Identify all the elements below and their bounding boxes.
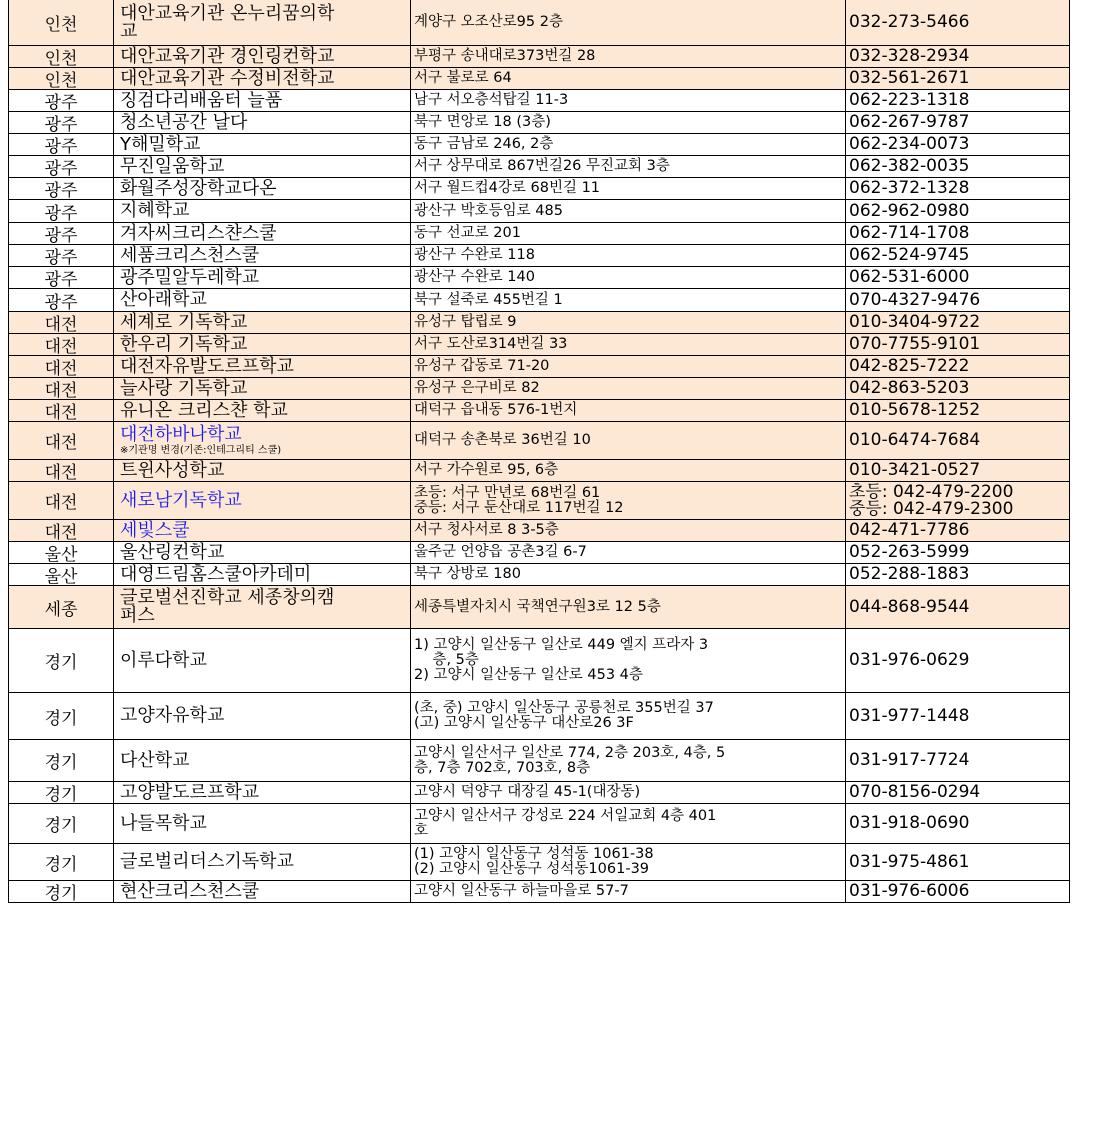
address-cell xyxy=(410,68,845,90)
phone-number: 062-382-0035 xyxy=(849,156,970,176)
address-cell xyxy=(410,223,845,245)
phone-number: 042-863-5203 xyxy=(849,378,970,398)
school-name: 세품크리스천스쿨 xyxy=(120,245,260,266)
school-name-cell xyxy=(113,782,410,804)
address-line: 계양구 오조산로95 2층 xyxy=(414,14,563,30)
address-cell xyxy=(410,564,845,586)
phone-cell xyxy=(845,289,1070,312)
phone-cell xyxy=(845,334,1070,356)
phone-cell xyxy=(845,378,1070,400)
school-name-cell xyxy=(113,460,410,482)
region-cell: 대전 xyxy=(8,400,113,422)
table-row xyxy=(0,200,1094,223)
school-name: 퍼스 xyxy=(120,605,155,626)
region-cell: 대전 xyxy=(8,422,113,460)
school-name-cell xyxy=(113,844,410,881)
school-name-cell xyxy=(113,400,410,422)
school-name-cell xyxy=(113,804,410,844)
table-row xyxy=(0,46,1094,68)
phone-number: 초등: 042-479-2200 xyxy=(849,482,1014,502)
table-row xyxy=(0,881,1094,903)
school-name-cell xyxy=(113,68,410,90)
address-line: 서구 가수원로 95, 6층 xyxy=(414,462,559,478)
address-cell xyxy=(410,586,845,629)
address-line: 고양시 일산동구 하늘마을로 57-7 xyxy=(414,883,629,899)
school-name: 이루다학교 xyxy=(120,649,207,671)
region-cell: 광주 xyxy=(8,223,113,245)
school-name: 청소년공간 날다 xyxy=(120,112,248,133)
school-name-cell xyxy=(113,178,410,200)
phone-cell xyxy=(845,400,1070,422)
phone-number: 032-273-5466 xyxy=(849,12,970,32)
address-cell xyxy=(410,629,845,693)
table-row xyxy=(0,312,1094,334)
phone-number: 042-471-7786 xyxy=(849,520,970,540)
table-row xyxy=(0,422,1094,460)
region-cell: 울산 xyxy=(8,564,113,586)
address-line: 동구 금남로 246, 2층 xyxy=(414,136,554,152)
address-cell xyxy=(410,740,845,782)
address-line: 동구 선교로 201 xyxy=(414,225,521,241)
address-line: 북구 면앙로 18 (3층) xyxy=(414,114,551,130)
phone-cell xyxy=(845,356,1070,378)
phone-number: 062-234-0073 xyxy=(849,134,970,154)
school-name: 대안교육기관 온누리꿈의학 xyxy=(120,2,335,24)
phone-cell xyxy=(845,460,1070,482)
school-name: 다산학교 xyxy=(120,749,190,771)
school-name-cell xyxy=(113,312,410,334)
address-cell xyxy=(410,356,845,378)
school-name-cell xyxy=(113,200,410,223)
phone-number: 031-976-6006 xyxy=(849,881,970,901)
school-name: 고양발도르프학교 xyxy=(120,782,260,803)
address-line: (2) 고양시 일산동구 성석동1061-39 xyxy=(414,861,650,877)
table-row xyxy=(0,740,1094,782)
school-name-cell xyxy=(113,564,410,586)
phone-cell xyxy=(845,804,1070,844)
phone-cell xyxy=(845,520,1070,542)
phone-cell xyxy=(845,0,1070,46)
school-name: 유니온 크리스챤 학교 xyxy=(120,400,288,421)
phone-cell xyxy=(845,312,1070,334)
table-row xyxy=(0,289,1094,312)
address-cell xyxy=(410,134,845,156)
table-row xyxy=(0,267,1094,289)
table-row xyxy=(0,156,1094,178)
address-line: 유성구 갑동로 71-20 xyxy=(414,358,550,374)
school-name: 겨자씨크리스챤스쿨 xyxy=(120,223,277,244)
school-name: 징검다리배움터 늘품 xyxy=(120,90,283,111)
school-name-cell xyxy=(113,586,410,629)
school-name: 나들목학교 xyxy=(120,812,207,834)
phone-number: 032-561-2671 xyxy=(849,68,970,88)
region-cell: 경기 xyxy=(8,782,113,804)
phone-cell xyxy=(845,267,1070,289)
phone-number: 010-3421-0527 xyxy=(849,460,981,480)
address-cell xyxy=(410,782,845,804)
table-row xyxy=(0,0,1094,46)
table-row xyxy=(0,112,1094,134)
school-name: 교 xyxy=(120,20,138,42)
address-cell xyxy=(410,804,845,844)
address-line: 서구 도산로314번길 33 xyxy=(414,336,568,352)
table-row xyxy=(0,334,1094,356)
address-line: 유성구 은구비로 82 xyxy=(414,380,540,396)
school-name-cell xyxy=(113,134,410,156)
address-cell xyxy=(410,112,845,134)
phone-number: 010-6474-7684 xyxy=(849,430,981,450)
address-cell xyxy=(410,542,845,564)
school-name[interactable]: 대전하바나학교 xyxy=(120,423,242,445)
region-cell: 대전 xyxy=(8,334,113,356)
phone-cell xyxy=(845,844,1070,881)
address-line: 광산구 수완로 140 xyxy=(414,269,535,285)
region-cell: 광주 xyxy=(8,112,113,134)
address-line: 중등: 서구 둔산대로 117번길 12 xyxy=(414,499,624,516)
phone-cell xyxy=(845,46,1070,68)
phone-cell xyxy=(845,223,1070,245)
phone-number: 010-3404-9722 xyxy=(849,312,981,332)
address-line: 북구 설죽로 455번길 1 xyxy=(414,291,563,308)
region-cell: 대전 xyxy=(8,460,113,482)
school-name: 대전자유발도르프학교 xyxy=(120,356,294,377)
phone-cell xyxy=(845,200,1070,223)
school-name: 한우리 기독학교 xyxy=(120,334,248,355)
school-name: 세계로 기독학교 xyxy=(120,312,248,333)
school-name: 글로벌리더스기독학교 xyxy=(120,851,294,872)
phone-number: 070-7755-9101 xyxy=(849,334,981,354)
school-name-cell xyxy=(113,156,410,178)
school-name-cell xyxy=(113,693,410,740)
school-name: 지혜학교 xyxy=(120,200,190,221)
address-line: 울주군 언양읍 공촌3길 6-7 xyxy=(414,544,587,560)
table-row xyxy=(0,378,1094,400)
region-cell: 대전 xyxy=(8,378,113,400)
address-cell xyxy=(410,520,845,542)
address-line: (초, 중) 고양시 일산동구 공릉천로 355번길 37 xyxy=(414,700,714,716)
phone-cell xyxy=(845,881,1070,903)
address-cell xyxy=(410,156,845,178)
table-row xyxy=(0,520,1094,542)
phone-cell xyxy=(845,245,1070,267)
school-name: 무진일움학교 xyxy=(120,156,225,177)
address-cell xyxy=(410,400,845,422)
phone-number: 중등: 042-479-2300 xyxy=(849,498,1014,519)
region-cell: 경기 xyxy=(8,881,113,903)
phone-number: 031-976-0629 xyxy=(849,650,970,670)
school-name-cell xyxy=(113,112,410,134)
phone-cell xyxy=(845,740,1070,782)
address-line: 남구 서오층석탑길 11-3 xyxy=(414,92,569,108)
school-name-cell xyxy=(113,378,410,400)
phone-cell xyxy=(845,542,1070,564)
school-name-cell xyxy=(113,90,410,112)
phone-cell xyxy=(845,564,1070,586)
table-row xyxy=(0,804,1094,844)
table-row xyxy=(0,356,1094,378)
table-row xyxy=(0,482,1094,520)
address-line: 층, 5층 xyxy=(414,652,479,668)
phone-cell xyxy=(845,134,1070,156)
region-cell: 대전 xyxy=(8,356,113,378)
school-name-cell xyxy=(113,267,410,289)
name-change-note: ※기관명 변경(기존:인테그리티 스쿨) xyxy=(120,444,282,456)
address-line: 세종특별자치시 국책연구원3로 12 5층 xyxy=(414,598,661,615)
school-name: Y해밀학교 xyxy=(120,134,201,155)
phone-number: 062-962-0980 xyxy=(849,200,970,221)
address-line: 호 xyxy=(414,822,429,839)
school-name-link[interactable] xyxy=(113,482,410,520)
table-row xyxy=(0,844,1094,881)
phone-number: 010-5678-1252 xyxy=(849,400,981,420)
phone-cell xyxy=(845,90,1070,112)
phone-number: 052-288-1883 xyxy=(849,564,970,584)
address-line: (1) 고양시 일산동구 성석동 1061-38 xyxy=(414,846,654,862)
region-cell: 인천 xyxy=(8,68,113,90)
phone-cell xyxy=(845,422,1070,460)
address-cell xyxy=(410,90,845,112)
table-row xyxy=(0,460,1094,482)
school-name[interactable]: 새로남기독학교 xyxy=(120,489,242,511)
table-row xyxy=(0,178,1094,200)
school-name: 대안교육기관 수정비전학교 xyxy=(120,68,335,89)
phone-number: 070-8156-0294 xyxy=(849,782,981,802)
school-name: 울산링컨학교 xyxy=(120,542,225,563)
address-cell xyxy=(410,378,845,400)
address-cell xyxy=(410,482,845,520)
address-line: 고양시 덕양구 대장길 45-1(대장동) xyxy=(414,784,641,800)
school-name: 산아래학교 xyxy=(120,289,207,310)
address-line: 유성구 탑립로 9 xyxy=(414,314,517,330)
address-cell xyxy=(410,460,845,482)
school-name-cell xyxy=(113,334,410,356)
phone-number: 044-868-9544 xyxy=(849,596,970,617)
table-row xyxy=(0,400,1094,422)
school-name: 대영드림홈스쿨아카데미 xyxy=(120,564,312,585)
phone-cell xyxy=(845,782,1070,804)
phone-number: 062-372-1328 xyxy=(849,178,970,198)
address-line: 서구 청사서로 8 3-5층 xyxy=(414,522,559,538)
address-line: 대덕구 송촌북로 36번길 10 xyxy=(414,432,591,448)
region-cell: 울산 xyxy=(8,542,113,564)
address-cell xyxy=(410,245,845,267)
phone-number: 031-975-4861 xyxy=(849,851,970,872)
address-line: (고) 고양시 일산동구 대산로26 3F xyxy=(414,715,634,731)
school-name-cell xyxy=(113,740,410,782)
phone-number: 042-825-7222 xyxy=(849,356,970,376)
region-cell: 대전 xyxy=(8,312,113,334)
address-cell xyxy=(410,267,845,289)
phone-number: 070-4327-9476 xyxy=(849,289,981,310)
address-line: 광산구 수완로 118 xyxy=(414,247,535,263)
school-name-cell xyxy=(113,542,410,564)
school-name-cell xyxy=(113,46,410,68)
region-cell: 대전 xyxy=(8,520,113,542)
phone-cell xyxy=(845,693,1070,740)
table-row xyxy=(0,134,1094,156)
phone-cell xyxy=(845,156,1070,178)
phone-cell xyxy=(845,68,1070,90)
address-line: 부평구 송내대로373번길 28 xyxy=(414,48,596,64)
school-name[interactable]: 세빛스쿨 xyxy=(120,520,190,541)
address-cell xyxy=(410,844,845,881)
address-line: 2) 고양시 일산동구 일산로 453 4층 xyxy=(414,667,643,683)
table-row xyxy=(0,564,1094,586)
address-line: 층, 7층 702호, 703호, 8층 xyxy=(414,759,591,776)
address-cell xyxy=(410,46,845,68)
region-cell: 인천 xyxy=(8,46,113,68)
region-cell: 광주 xyxy=(8,245,113,267)
region-cell: 경기 xyxy=(8,844,113,881)
phone-number: 031-918-0690 xyxy=(849,813,970,833)
region-cell: 광주 xyxy=(8,178,113,200)
table-row xyxy=(0,542,1094,564)
phone-number: 062-524-9745 xyxy=(849,245,970,265)
address-cell xyxy=(410,422,845,460)
school-name: 광주밀알두레학교 xyxy=(120,267,260,288)
region-cell: 광주 xyxy=(8,134,113,156)
school-name-cell xyxy=(113,223,410,245)
address-cell xyxy=(410,693,845,740)
address-line: 서구 불로로 64 xyxy=(414,70,512,86)
region-cell: 인천 xyxy=(8,0,113,46)
table-row xyxy=(0,586,1094,629)
table-row xyxy=(0,90,1094,112)
region-cell: 광주 xyxy=(8,156,113,178)
phone-cell xyxy=(845,112,1070,134)
region-cell: 경기 xyxy=(8,629,113,693)
address-cell xyxy=(410,200,845,223)
address-cell xyxy=(410,334,845,356)
region-cell: 광주 xyxy=(8,267,113,289)
school-name-cell xyxy=(113,356,410,378)
school-name: 고양자유학교 xyxy=(120,705,225,726)
phone-cell xyxy=(845,629,1070,693)
region-cell: 광주 xyxy=(8,90,113,112)
phone-cell xyxy=(845,482,1070,520)
school-name-cell xyxy=(113,245,410,267)
address-cell xyxy=(410,312,845,334)
phone-number: 031-977-1448 xyxy=(849,705,970,726)
phone-number: 062-531-6000 xyxy=(849,267,970,287)
school-name-cell xyxy=(113,0,410,46)
address-line: 북구 상방로 180 xyxy=(414,566,521,582)
school-name: 트윈사성학교 xyxy=(120,460,225,481)
table-row xyxy=(0,223,1094,245)
region-cell: 경기 xyxy=(8,740,113,782)
table-row xyxy=(0,629,1094,693)
address-line: 대덕구 읍내동 576-1번지 xyxy=(414,402,578,418)
region-cell: 광주 xyxy=(8,289,113,312)
address-line: 1) 고양시 일산동구 일산로 449 엘지 프라자 3 xyxy=(414,637,709,653)
school-name-cell xyxy=(113,289,410,312)
school-name: 현산크리스천스쿨 xyxy=(120,881,260,902)
phone-number: 062-267-9787 xyxy=(849,112,970,132)
school-name-link[interactable] xyxy=(113,422,410,460)
phone-number: 062-223-1318 xyxy=(849,90,970,110)
phone-number: 031-917-7724 xyxy=(849,750,970,770)
school-name: 글로벌선진학교 세종창의캠 xyxy=(120,587,335,608)
address-cell xyxy=(410,289,845,312)
phone-number: 032-328-2934 xyxy=(849,46,970,66)
address-cell xyxy=(410,0,845,46)
school-name: 늘사랑 기독학교 xyxy=(120,378,248,399)
address-cell xyxy=(410,178,845,200)
table-row xyxy=(0,245,1094,267)
address-line: 서구 월드컵4강로 68빈길 11 xyxy=(414,180,601,196)
school-name: 대안교육기관 경인링컨학교 xyxy=(120,46,335,67)
phone-number: 052-263-5999 xyxy=(849,542,970,562)
phone-number: 062-714-1708 xyxy=(849,223,970,243)
address-line: 초등: 서구 만년로 68번길 61 xyxy=(414,484,601,501)
address-line: 서구 상무대로 867번길26 무진교회 3층 xyxy=(414,158,670,174)
region-cell: 대전 xyxy=(8,482,113,520)
school-name-link[interactable] xyxy=(113,520,410,542)
school-name-cell xyxy=(113,629,410,693)
table-row xyxy=(0,782,1094,804)
table-row xyxy=(0,68,1094,90)
phone-cell xyxy=(845,178,1070,200)
table-row xyxy=(0,693,1094,740)
address-cell xyxy=(410,881,845,903)
address-line: 광산구 박호등임로 485 xyxy=(414,202,563,219)
address-line: 고양시 일산서구 강성로 224 서일교회 4층 401 xyxy=(414,807,717,824)
school-name: 화월주성장학교다온 xyxy=(120,178,277,199)
region-cell: 경기 xyxy=(8,693,113,740)
address-line: 고양시 일산서구 일산로 774, 2층 203호, 4층, 5 xyxy=(414,744,726,761)
region-cell: 광주 xyxy=(8,200,113,223)
region-cell: 경기 xyxy=(8,804,113,844)
phone-cell xyxy=(845,586,1070,629)
region-cell: 세종 xyxy=(8,586,113,629)
school-name-cell xyxy=(113,881,410,903)
